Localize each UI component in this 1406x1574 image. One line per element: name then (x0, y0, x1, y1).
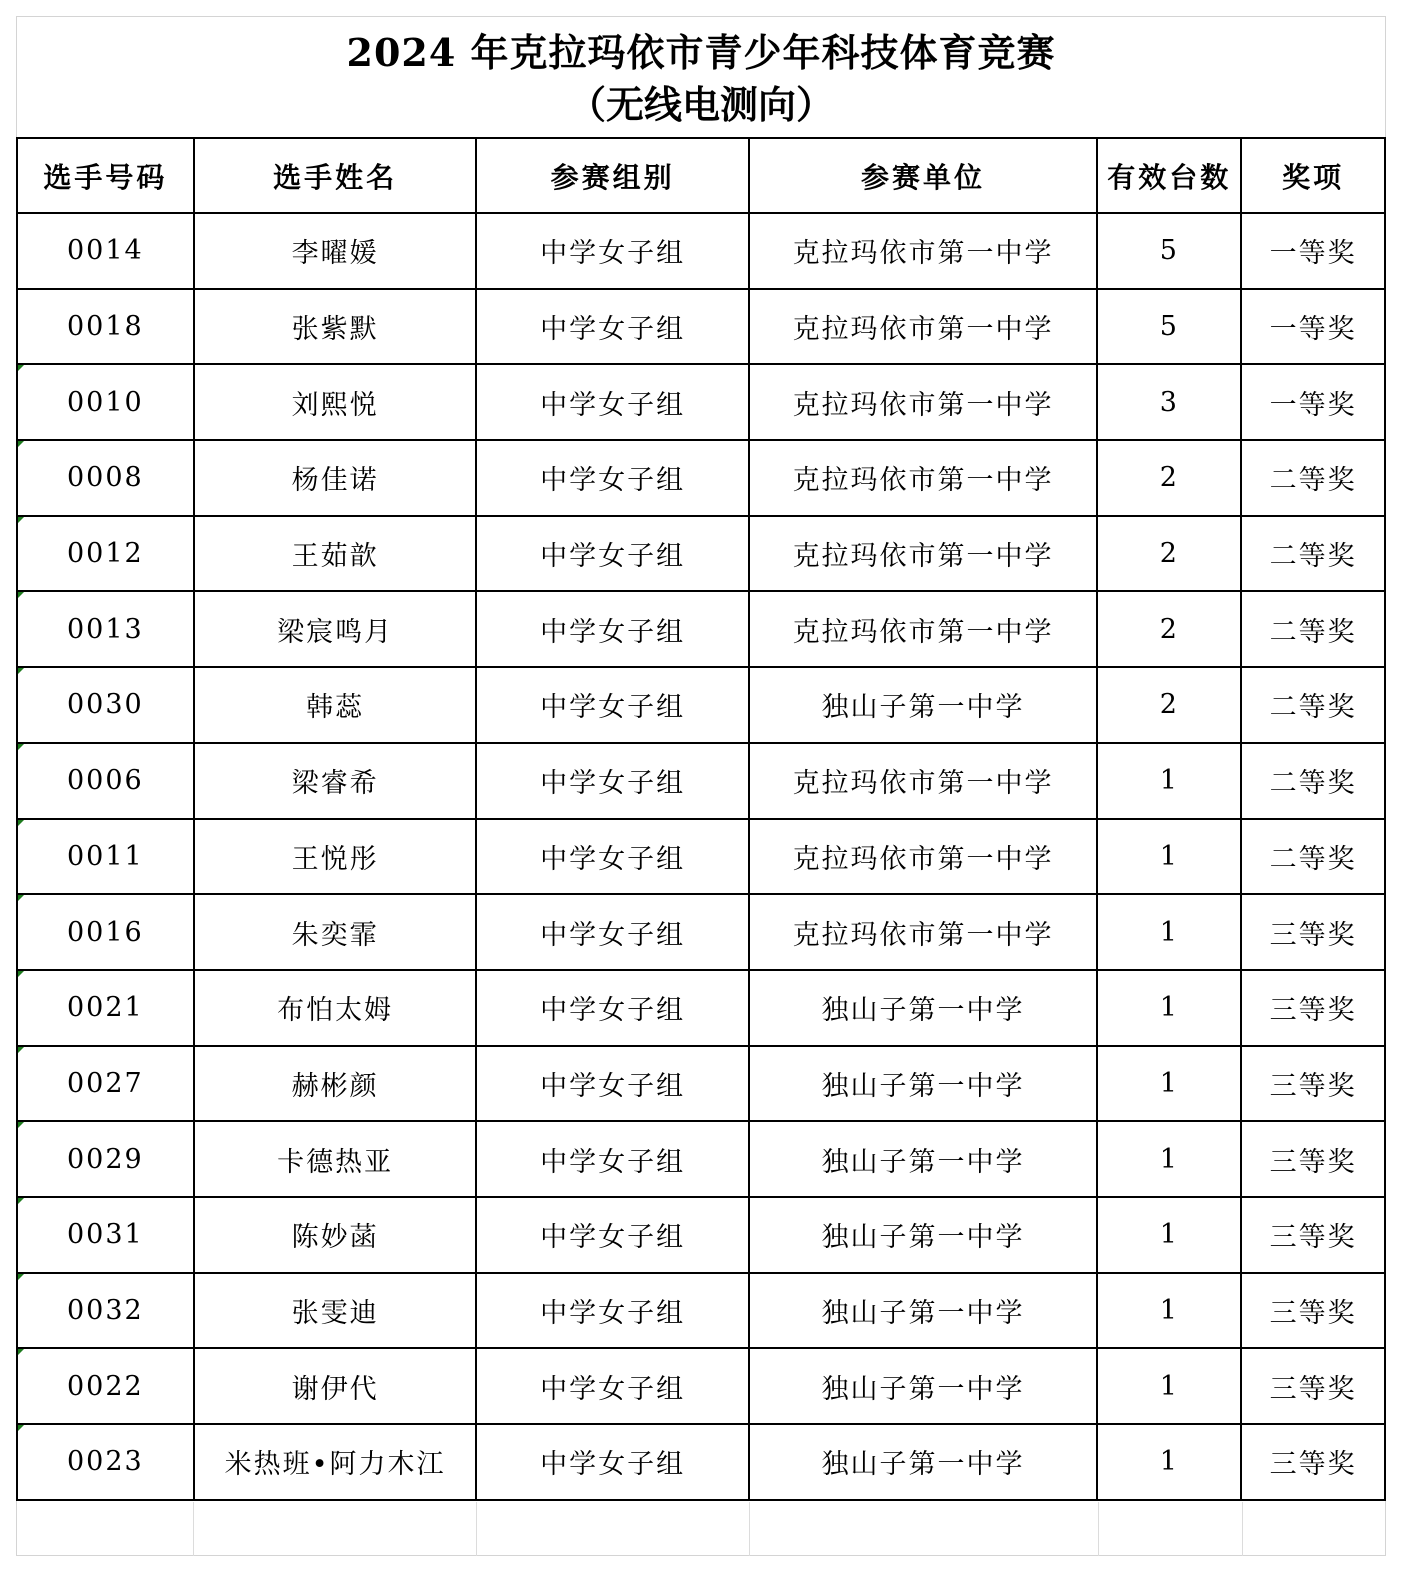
table-row (17, 1197, 1385, 1273)
cell-group: 中学女子组 (476, 364, 748, 440)
cell-award: 二等奖 (1241, 591, 1385, 667)
cell-valid-count: 2 (1097, 591, 1241, 667)
cell-player-number: 0013 (17, 591, 194, 667)
cell-unit: 独山子第一中学 (749, 667, 1098, 743)
cell-award: 二等奖 (1241, 516, 1385, 592)
cell-award: 二等奖 (1241, 440, 1385, 516)
cell-unit: 克拉玛依市第一中学 (749, 289, 1098, 365)
cell-player-name: 卡德热亚 (194, 1121, 477, 1197)
cell-group: 中学女子组 (476, 743, 748, 819)
spreadsheet-sheet (16, 16, 1386, 1556)
cell-unit: 克拉玛依市第一中学 (749, 743, 1098, 819)
cell-valid-count: 1 (1097, 743, 1241, 819)
cell-group: 中学女子组 (476, 1121, 748, 1197)
cell-player-name: 朱奕霏 (194, 894, 477, 970)
cell-valid-count: 1 (1097, 1424, 1241, 1500)
cell-player-name: 布怕太姆 (194, 970, 477, 1046)
cell-award: 二等奖 (1241, 743, 1385, 819)
cell-player-number: 0012 (17, 516, 194, 592)
cell-player-name: 杨佳诺 (194, 440, 477, 516)
header-valid-count: 有效台数 (1097, 138, 1241, 213)
empty-cell (749, 1502, 1099, 1556)
cell-unit: 独山子第一中学 (749, 1046, 1098, 1122)
cell-group: 中学女子组 (476, 516, 748, 592)
cell-award: 三等奖 (1241, 1273, 1385, 1349)
cell-player-name: 韩蕊 (194, 667, 477, 743)
page-title: 2024 年克拉玛依市青少年科技体育竞赛 (346, 30, 1056, 75)
cell-player-number: 0023 (17, 1424, 194, 1500)
cell-player-name: 赫彬颜 (194, 1046, 477, 1122)
cell-group: 中学女子组 (476, 591, 748, 667)
table-row (17, 591, 1385, 667)
results-table (16, 137, 1386, 1501)
cell-group: 中学女子组 (476, 1348, 748, 1424)
header-player-name: 选手姓名 (194, 138, 477, 213)
cell-award: 三等奖 (1241, 970, 1385, 1046)
cell-group: 中学女子组 (476, 894, 748, 970)
cell-unit: 克拉玛依市第一中学 (749, 894, 1098, 970)
empty-sheet-row (16, 1502, 1386, 1556)
header-row (17, 138, 1385, 213)
cell-award: 二等奖 (1241, 819, 1385, 895)
cell-player-name: 梁睿希 (194, 743, 477, 819)
cell-player-number: 0011 (17, 819, 194, 895)
table-body (17, 213, 1385, 1500)
cell-unit: 独山子第一中学 (749, 1197, 1098, 1273)
cell-player-number: 0006 (17, 743, 194, 819)
cell-unit: 独山子第一中学 (749, 1348, 1098, 1424)
cell-group: 中学女子组 (476, 1424, 748, 1500)
empty-cell (1098, 1502, 1243, 1556)
table-row (17, 1046, 1385, 1122)
cell-player-number: 0031 (17, 1197, 194, 1273)
cell-award: 一等奖 (1241, 364, 1385, 440)
cell-player-number: 0022 (17, 1348, 194, 1424)
cell-player-name: 梁宸鸣月 (194, 591, 477, 667)
cell-valid-count: 2 (1097, 667, 1241, 743)
cell-group: 中学女子组 (476, 667, 748, 743)
header-unit: 参赛单位 (749, 138, 1098, 213)
table-row (17, 819, 1385, 895)
cell-player-number: 0021 (17, 970, 194, 1046)
cell-group: 中学女子组 (476, 1273, 748, 1349)
cell-player-name: 王茹歆 (194, 516, 477, 592)
cell-player-number: 0027 (17, 1046, 194, 1122)
cell-award: 三等奖 (1241, 1046, 1385, 1122)
cell-player-name: 李曜媛 (194, 213, 477, 289)
cell-player-number: 0014 (17, 213, 194, 289)
empty-cell (193, 1502, 477, 1556)
cell-player-number: 0016 (17, 894, 194, 970)
cell-valid-count: 1 (1097, 1046, 1241, 1122)
cell-award: 三等奖 (1241, 894, 1385, 970)
cell-valid-count: 1 (1097, 1197, 1241, 1273)
table-row (17, 364, 1385, 440)
cell-player-number: 0010 (17, 364, 194, 440)
cell-group: 中学女子组 (476, 213, 748, 289)
cell-valid-count: 1 (1097, 970, 1241, 1046)
page-subtitle: （无线电测向） (567, 82, 834, 127)
cell-player-number: 0018 (17, 289, 194, 365)
table-row (17, 1424, 1385, 1500)
cell-unit: 克拉玛依市第一中学 (749, 516, 1098, 592)
cell-unit: 独山子第一中学 (749, 970, 1098, 1046)
cell-group: 中学女子组 (476, 1197, 748, 1273)
table-row (17, 440, 1385, 516)
cell-unit: 独山子第一中学 (749, 1273, 1098, 1349)
table-row (17, 289, 1385, 365)
cell-valid-count: 2 (1097, 516, 1241, 592)
cell-unit: 克拉玛依市第一中学 (749, 364, 1098, 440)
cell-award: 一等奖 (1241, 213, 1385, 289)
cell-player-name: 谢伊代 (194, 1348, 477, 1424)
cell-group: 中学女子组 (476, 440, 748, 516)
cell-player-name: 刘熙悦 (194, 364, 477, 440)
cell-player-name: 张雯迪 (194, 1273, 477, 1349)
cell-valid-count: 5 (1097, 289, 1241, 365)
cell-valid-count: 2 (1097, 440, 1241, 516)
cell-unit: 独山子第一中学 (749, 1424, 1098, 1500)
empty-cell (476, 1502, 750, 1556)
cell-valid-count: 1 (1097, 1348, 1241, 1424)
cell-player-name: 陈妙菡 (194, 1197, 477, 1273)
cell-player-number: 0030 (17, 667, 194, 743)
cell-award: 三等奖 (1241, 1197, 1385, 1273)
cell-player-name: 张紫默 (194, 289, 477, 365)
cell-unit: 克拉玛依市第一中学 (749, 440, 1098, 516)
cell-valid-count: 3 (1097, 364, 1241, 440)
cell-award: 三等奖 (1241, 1424, 1385, 1500)
table-row (17, 213, 1385, 289)
cell-group: 中学女子组 (476, 970, 748, 1046)
cell-valid-count: 1 (1097, 819, 1241, 895)
cell-valid-count: 1 (1097, 1273, 1241, 1349)
cell-group: 中学女子组 (476, 819, 748, 895)
cell-player-number: 0029 (17, 1121, 194, 1197)
cell-award: 三等奖 (1241, 1348, 1385, 1424)
header-award: 奖项 (1241, 138, 1385, 213)
table-row (17, 1121, 1385, 1197)
cell-player-name: 王悦彤 (194, 819, 477, 895)
cell-award: 二等奖 (1241, 667, 1385, 743)
table-row (17, 894, 1385, 970)
cell-award: 三等奖 (1241, 1121, 1385, 1197)
table-row (17, 1348, 1385, 1424)
cell-unit: 克拉玛依市第一中学 (749, 591, 1098, 667)
header-group: 参赛组别 (476, 138, 748, 213)
cell-valid-count: 1 (1097, 1121, 1241, 1197)
table-row (17, 970, 1385, 1046)
cell-unit: 克拉玛依市第一中学 (749, 213, 1098, 289)
cell-group: 中学女子组 (476, 289, 748, 365)
cell-valid-count: 1 (1097, 894, 1241, 970)
cell-unit: 独山子第一中学 (749, 1121, 1098, 1197)
cell-award: 一等奖 (1241, 289, 1385, 365)
cell-player-name: 米热班•阿力木江 (194, 1424, 477, 1500)
cell-group: 中学女子组 (476, 1046, 748, 1122)
table-row (17, 743, 1385, 819)
cell-valid-count: 5 (1097, 213, 1241, 289)
cell-player-number: 0032 (17, 1273, 194, 1349)
table-row (17, 1273, 1385, 1349)
title-block (16, 16, 1386, 138)
empty-cell (16, 1502, 194, 1556)
cell-player-number: 0008 (17, 440, 194, 516)
table-row (17, 667, 1385, 743)
table-row (17, 516, 1385, 592)
header-player-number: 选手号码 (17, 138, 194, 213)
cell-unit: 克拉玛依市第一中学 (749, 819, 1098, 895)
